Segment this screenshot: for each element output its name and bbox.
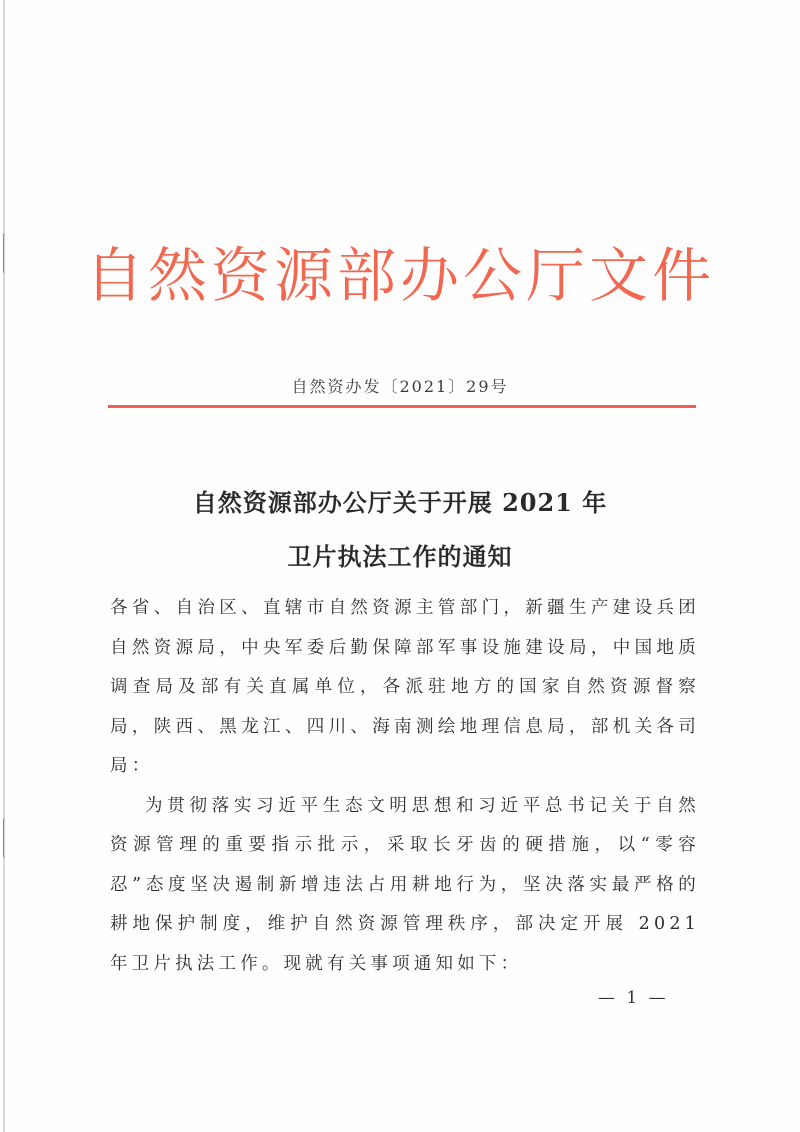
- body-paragraph-1: 为贯彻落实习近平生态文明思想和习近平总书记关于自然资源管理的重要指示批示，采取长牙齿的硬措施，以“零容忍”态度坚决遏制新增违法占用耕地行为，坚决落实最严格的耕地保护制度，维护自然资源管理秩序，部决定开展 2021 年卫片执法工作。现就有关事项通知如下：: [110, 795, 700, 974]
- notice-title-line-2: 卫片执法工作的通知: [287, 542, 513, 571]
- addressees-paragraph: 各省、自治区、直辖市自然资源主管部门，新疆生产建设兵团自然资源局，中央军委后勤保障部军事设施建设局，中国地质调查局及部有关直属单位，各派驻地方的国家自然资源督察局，陕西、黑龙江、四川、海南测绘地理信息局，部机关各司局：: [110, 598, 700, 776]
- notice-title: [0, 476, 800, 584]
- document-masthead: 自然资源部办公厅文件: [84, 241, 715, 310]
- page-number: — 1 —: [598, 988, 669, 1008]
- staple-icon: [3, 818, 7, 858]
- red-divider-line: [108, 405, 696, 408]
- notice-title-line-1: 自然资源部办公厅关于开展 2021 年: [192, 488, 608, 517]
- document-body: [110, 589, 700, 984]
- document-number: 自然资办发〔2021〕29号: [291, 377, 509, 396]
